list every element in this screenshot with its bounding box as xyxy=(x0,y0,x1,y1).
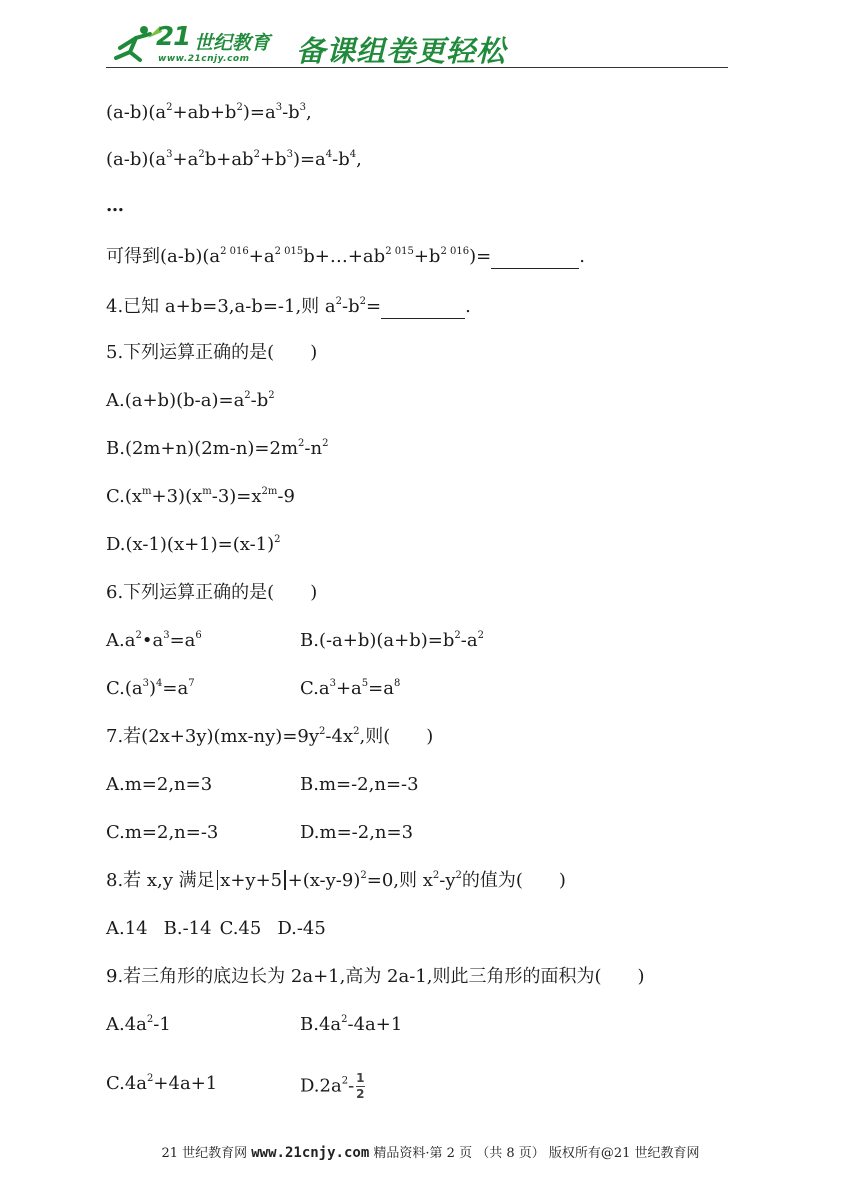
answer-blank[interactable] xyxy=(491,248,579,269)
formula-conclusion-line: 可得到$(a-b)(a^{2 016}+a^{2 015}b+\dots+ab^{2 015}+b^{2 016})=$ . xyxy=(106,246,585,267)
page-footer xyxy=(0,1142,861,1161)
footer-right: 精品资料·第 2 页 （共 8 页） 版权所有@21 世纪教育网 xyxy=(369,1146,700,1161)
question-7-option-d[interactable]: D.m=-2,n=3 xyxy=(300,822,414,843)
question-8-option-c[interactable]: C.45 xyxy=(219,918,262,939)
question-9-option-c[interactable]: $C.4a^2+4a+1$ xyxy=(106,1073,218,1094)
question-8-option-a[interactable]: A.14 xyxy=(106,918,148,939)
question-7-option-b[interactable]: B.m=-2,n=-3 xyxy=(300,774,419,795)
absolute-value-bar xyxy=(284,870,286,890)
question-9-option-d[interactable]: $D.2a^2- \frac{1}{2}$ xyxy=(300,1071,365,1101)
question-7-option-c[interactable]: C.m=2,n=-3 xyxy=(106,822,219,843)
question-6-option-d[interactable]: $C.a^3+a^5=a^8$ xyxy=(300,678,401,699)
footer-site-link[interactable]: www.21cnjy.com xyxy=(251,1145,370,1161)
question-5-option-a[interactable]: $A.(a+b)(b-a)=a^2-b^2$ xyxy=(106,390,275,411)
question-8-option-b[interactable]: B.-14 xyxy=(163,918,212,939)
fraction-numerator: 1 xyxy=(356,1071,365,1085)
logo-url: www.21cnjy.com xyxy=(158,54,250,64)
question-8-stem: 8.若 x,y 满足 $x+y+5 +(x-y-9)^2=0$,则 $x^2-y^2$的值为( ) xyxy=(106,870,566,891)
question-5-stem: 5.下列运算正确的是( ) xyxy=(106,342,318,363)
header-divider xyxy=(106,67,728,68)
footer-left: 21 世纪教育网 xyxy=(161,1146,252,1161)
question-8-options xyxy=(106,917,326,941)
absolute-value-bar xyxy=(217,870,219,890)
fraction-denominator: 2 xyxy=(356,1087,365,1101)
fraction xyxy=(356,1072,364,1101)
formula-line-2: $(a-b)(a^3+a^2b+ab^2+b^3)=a^4-b^4$, xyxy=(106,149,362,170)
question-9-option-a[interactable]: $A.4a^2-1$ xyxy=(106,1014,171,1035)
question-5-option-d[interactable]: $D.(x-1)(x+1)=(x-1)^2$ xyxy=(106,534,281,555)
logo-text: 世纪教育 xyxy=(194,32,271,54)
header-slogan: 备课组卷更轻松 xyxy=(296,34,507,68)
question-7-stem: 7.若$(2x+3y)(mx-ny)=9y^2-4x^2$,则( ) xyxy=(106,726,434,747)
question-5-option-c[interactable]: $C.(x^m+3)(x^m-3)=x^{2m}-9$ xyxy=(106,486,295,507)
question-6-stem: 6.下列运算正确的是( ) xyxy=(106,582,318,603)
question-9-option-b[interactable]: $B.4a^2-4a+1$ xyxy=(300,1014,403,1035)
question-6-option-a[interactable]: $A.a^2•a^3=a^6$ xyxy=(106,630,202,651)
question-9-stem: 9.若三角形的底边长为 2a+1,高为 2a-1,则此三角形的面积为( ) xyxy=(106,966,645,987)
logo-number: 21 xyxy=(156,22,191,52)
question-5-option-b[interactable]: $B.(2m+n)(2m-n)=2m^2-n^2$ xyxy=(106,438,329,459)
question-7-option-a[interactable]: A.m=2,n=3 xyxy=(106,774,213,795)
question-4: 4.已知 a+b=3,a-b=-1,则 $a^2-b^2=$ . xyxy=(106,296,471,317)
page-header xyxy=(106,20,728,72)
ellipsis-line: … xyxy=(106,195,124,216)
formula-line-1: $(a-b)(a^2+ab+b^2)=a^3-b^3$, xyxy=(106,102,312,123)
answer-blank[interactable] xyxy=(381,298,465,319)
question-6-option-b[interactable]: $B.(-a+b)(a+b)=b^2-a^2$ xyxy=(300,630,484,651)
question-8-option-d[interactable]: D.-45 xyxy=(277,918,326,939)
question-6-option-c[interactable]: $C.(a^3)^4=a^7$ xyxy=(106,678,195,699)
